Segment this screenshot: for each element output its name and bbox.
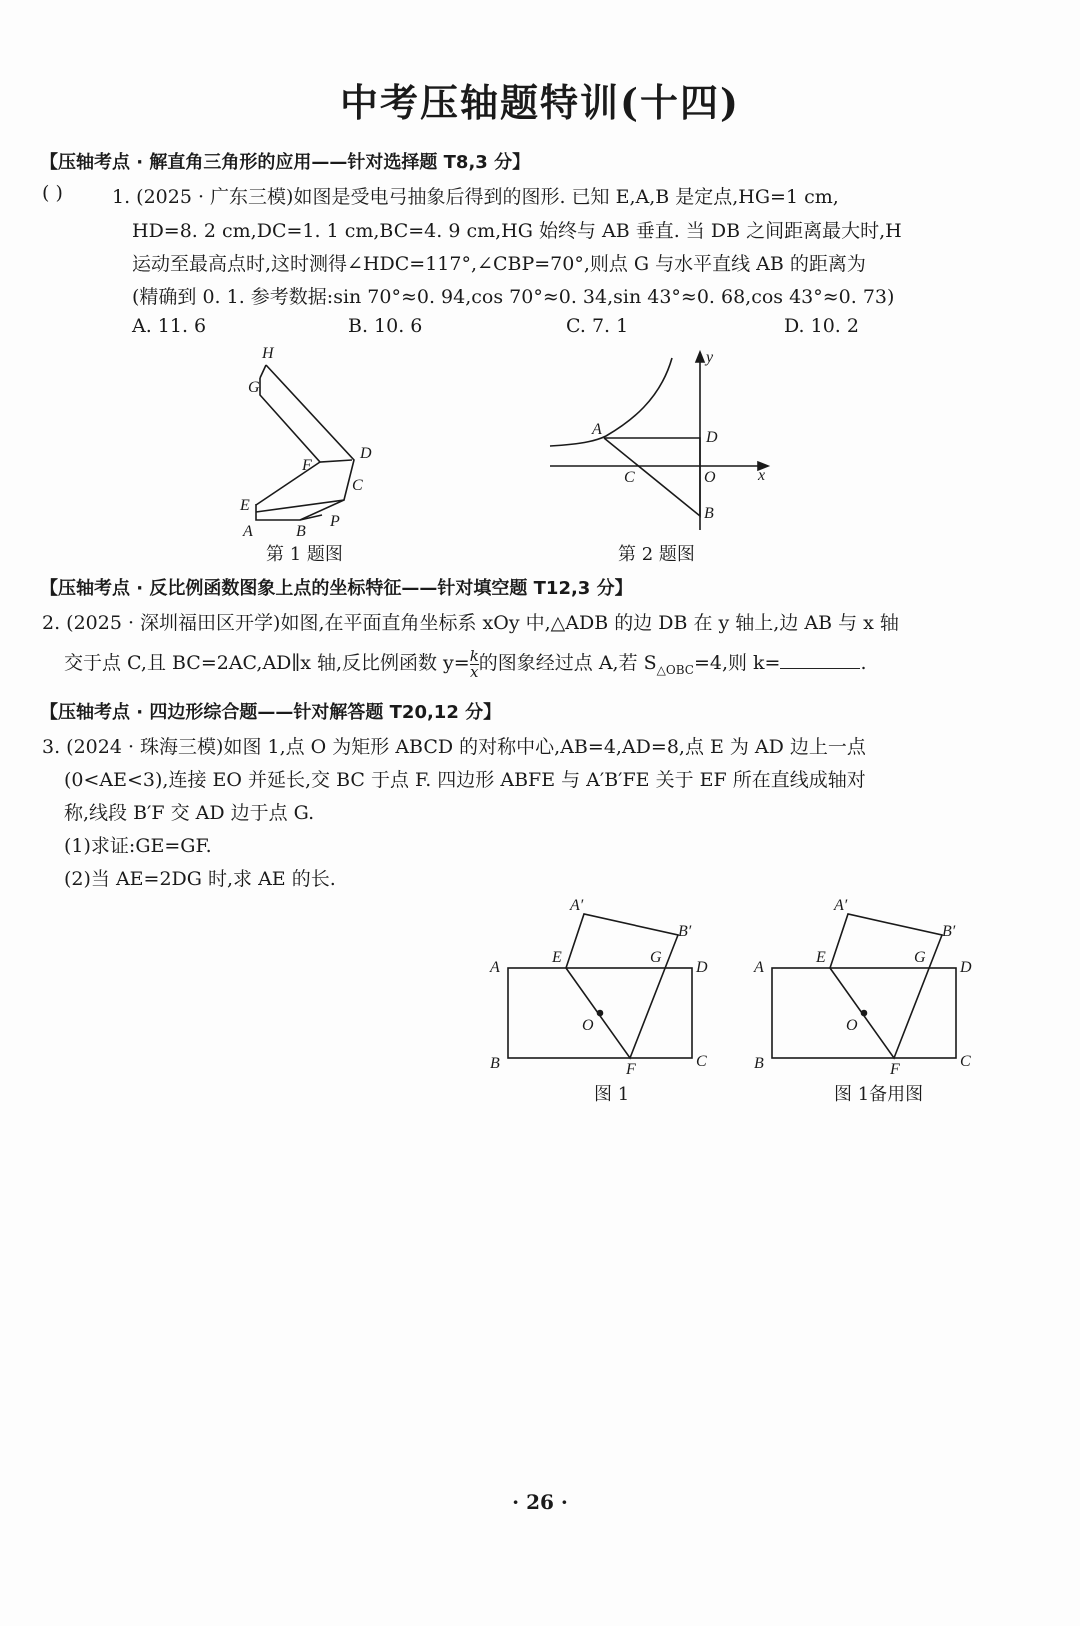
- fig3b-label: D: [960, 959, 972, 976]
- figure-1: [256, 365, 354, 520]
- fig3b-label: C: [960, 1053, 971, 1070]
- q2-line: 2. (2025 · 深圳福田区开学)如图,在平面直角坐标系 xOy 中,△ADB 的边 DB 在 y 轴上,边 AB 与 x 轴: [42, 612, 899, 634]
- q1-line: (精确到 0. 1. 参考数据:sin 70°≈0. 94,cos 70°≈0. 34,sin 43°≈0. 68,cos 43°≈0. 73): [132, 286, 895, 308]
- answer-paren: ( ): [42, 182, 63, 204]
- fig1-label: D: [360, 445, 372, 462]
- q1-line: 运动至最高点时,这时测得∠HDC=117°,∠CBP=70°,则点 G 与水平直线 AB 的距离为: [132, 253, 866, 275]
- fig2-label: C: [624, 469, 635, 486]
- fig1-label: F: [302, 457, 312, 474]
- section-header-2: 【压轴考点 · 反比例函数图象上点的坐标特征——针对填空题 T12,3 分】: [40, 578, 633, 599]
- fig2-label: A: [592, 421, 602, 438]
- figure-3: [508, 914, 692, 1058]
- fig3b-label: O: [846, 1017, 858, 1034]
- section-header-3: 【压轴考点 · 四边形综合题——针对解答题 T20,12 分】: [40, 702, 502, 723]
- fig3-label: E: [552, 949, 562, 966]
- fig1-label: G: [248, 379, 260, 396]
- q1-line: HD=8. 2 cm,DC=1. 1 cm,BC=4. 9 cm,HG 始终与 AB 垂直. 当 DB 之间距离最大时,H: [132, 220, 902, 242]
- figure-2: [550, 352, 768, 530]
- fig3-label: B′: [678, 923, 692, 940]
- fig3b-label: B′: [942, 923, 956, 940]
- q3-line: 3. (2024 · 珠海三模)如图 1,点 O 为矩形 ABCD 的对称中心,AB=4,AD=8,点 E 为 AD 边上一点: [42, 736, 866, 758]
- fraction: [469, 646, 479, 681]
- fig2-label: y: [706, 349, 714, 366]
- q2-text: .: [860, 652, 867, 674]
- fig3-backup-caption: 图 1备用图: [834, 1084, 924, 1105]
- fig2-label: x: [758, 467, 766, 484]
- fig3b-label: A: [754, 959, 764, 976]
- q3-line: (0<AE<3),连接 EO 并延长,交 BC 于点 F. 四边形 ABFE 与 A′B′FE 关于 EF 所在直线成轴对: [64, 769, 866, 791]
- option-b: B. 10. 6: [348, 315, 423, 337]
- fig2-caption: 第 2 题图: [618, 544, 695, 565]
- fig1-label: E: [240, 497, 250, 514]
- fig3-caption: 图 1: [594, 1084, 630, 1105]
- q1-line: 1. (2025 · 广东三模)如图是受电弓抽象后得到的图形. 已知 E,A,B 是定点,HG=1 cm,: [112, 186, 839, 208]
- fig3b-label: G: [914, 949, 926, 966]
- q3-line: (1)求证:GE=GF.: [64, 835, 212, 857]
- fig3-label: F: [626, 1061, 636, 1078]
- fig3b-label: A′: [834, 897, 848, 914]
- fig1-caption: 第 1 题图: [266, 544, 343, 565]
- fig3b-label: F: [890, 1061, 900, 1078]
- q3-line: 称,线段 B′F 交 AD 边于点 G.: [64, 802, 315, 824]
- page-number: · 26 ·: [512, 1490, 568, 1514]
- fig1-label: A: [243, 523, 253, 540]
- section-header-1: 【压轴考点 · 解直角三角形的应用——针对选择题 T8,3 分】: [40, 152, 531, 173]
- fig3b-label: E: [816, 949, 826, 966]
- option-a: A. 11. 6: [132, 315, 207, 337]
- fig1-label: C: [352, 477, 363, 494]
- q2-text: =4,则 k=: [693, 652, 781, 674]
- figure-3-backup: [772, 914, 956, 1058]
- q2-text: 交于点 C,且 BC=2AC,AD∥x 轴,反比例函数 y=: [64, 652, 470, 674]
- fig3b-label: B: [754, 1055, 764, 1072]
- subscript: △OBC: [656, 662, 694, 677]
- fig3-label: B: [490, 1055, 500, 1072]
- option-d: D. 10. 2: [784, 315, 859, 337]
- answer-blank[interactable]: [780, 668, 860, 669]
- fig2-label: B: [704, 505, 714, 522]
- q2-text: 的图象经过点 A,若 S: [478, 652, 657, 674]
- fig1-label: B: [296, 523, 306, 540]
- fig2-label: O: [704, 469, 716, 486]
- fig3-label: D: [696, 959, 708, 976]
- fig3-label: A: [490, 959, 500, 976]
- fig1-label: P: [330, 513, 340, 530]
- option-c: C. 7. 1: [566, 315, 629, 337]
- denominator: x: [470, 662, 479, 681]
- fig3-label: O: [582, 1017, 594, 1034]
- fig2-label: D: [706, 429, 718, 446]
- page-title: 中考压轴题特训(十四): [340, 80, 740, 125]
- fig1-label: H: [262, 345, 274, 362]
- fig3-label: G: [650, 949, 662, 966]
- q2-line: [64, 648, 867, 680]
- q3-line: (2)当 AE=2DG 时,求 AE 的长.: [64, 868, 336, 890]
- fig3-label: C: [696, 1053, 707, 1070]
- numerator: k: [469, 646, 479, 665]
- fig3-label: A′: [570, 897, 584, 914]
